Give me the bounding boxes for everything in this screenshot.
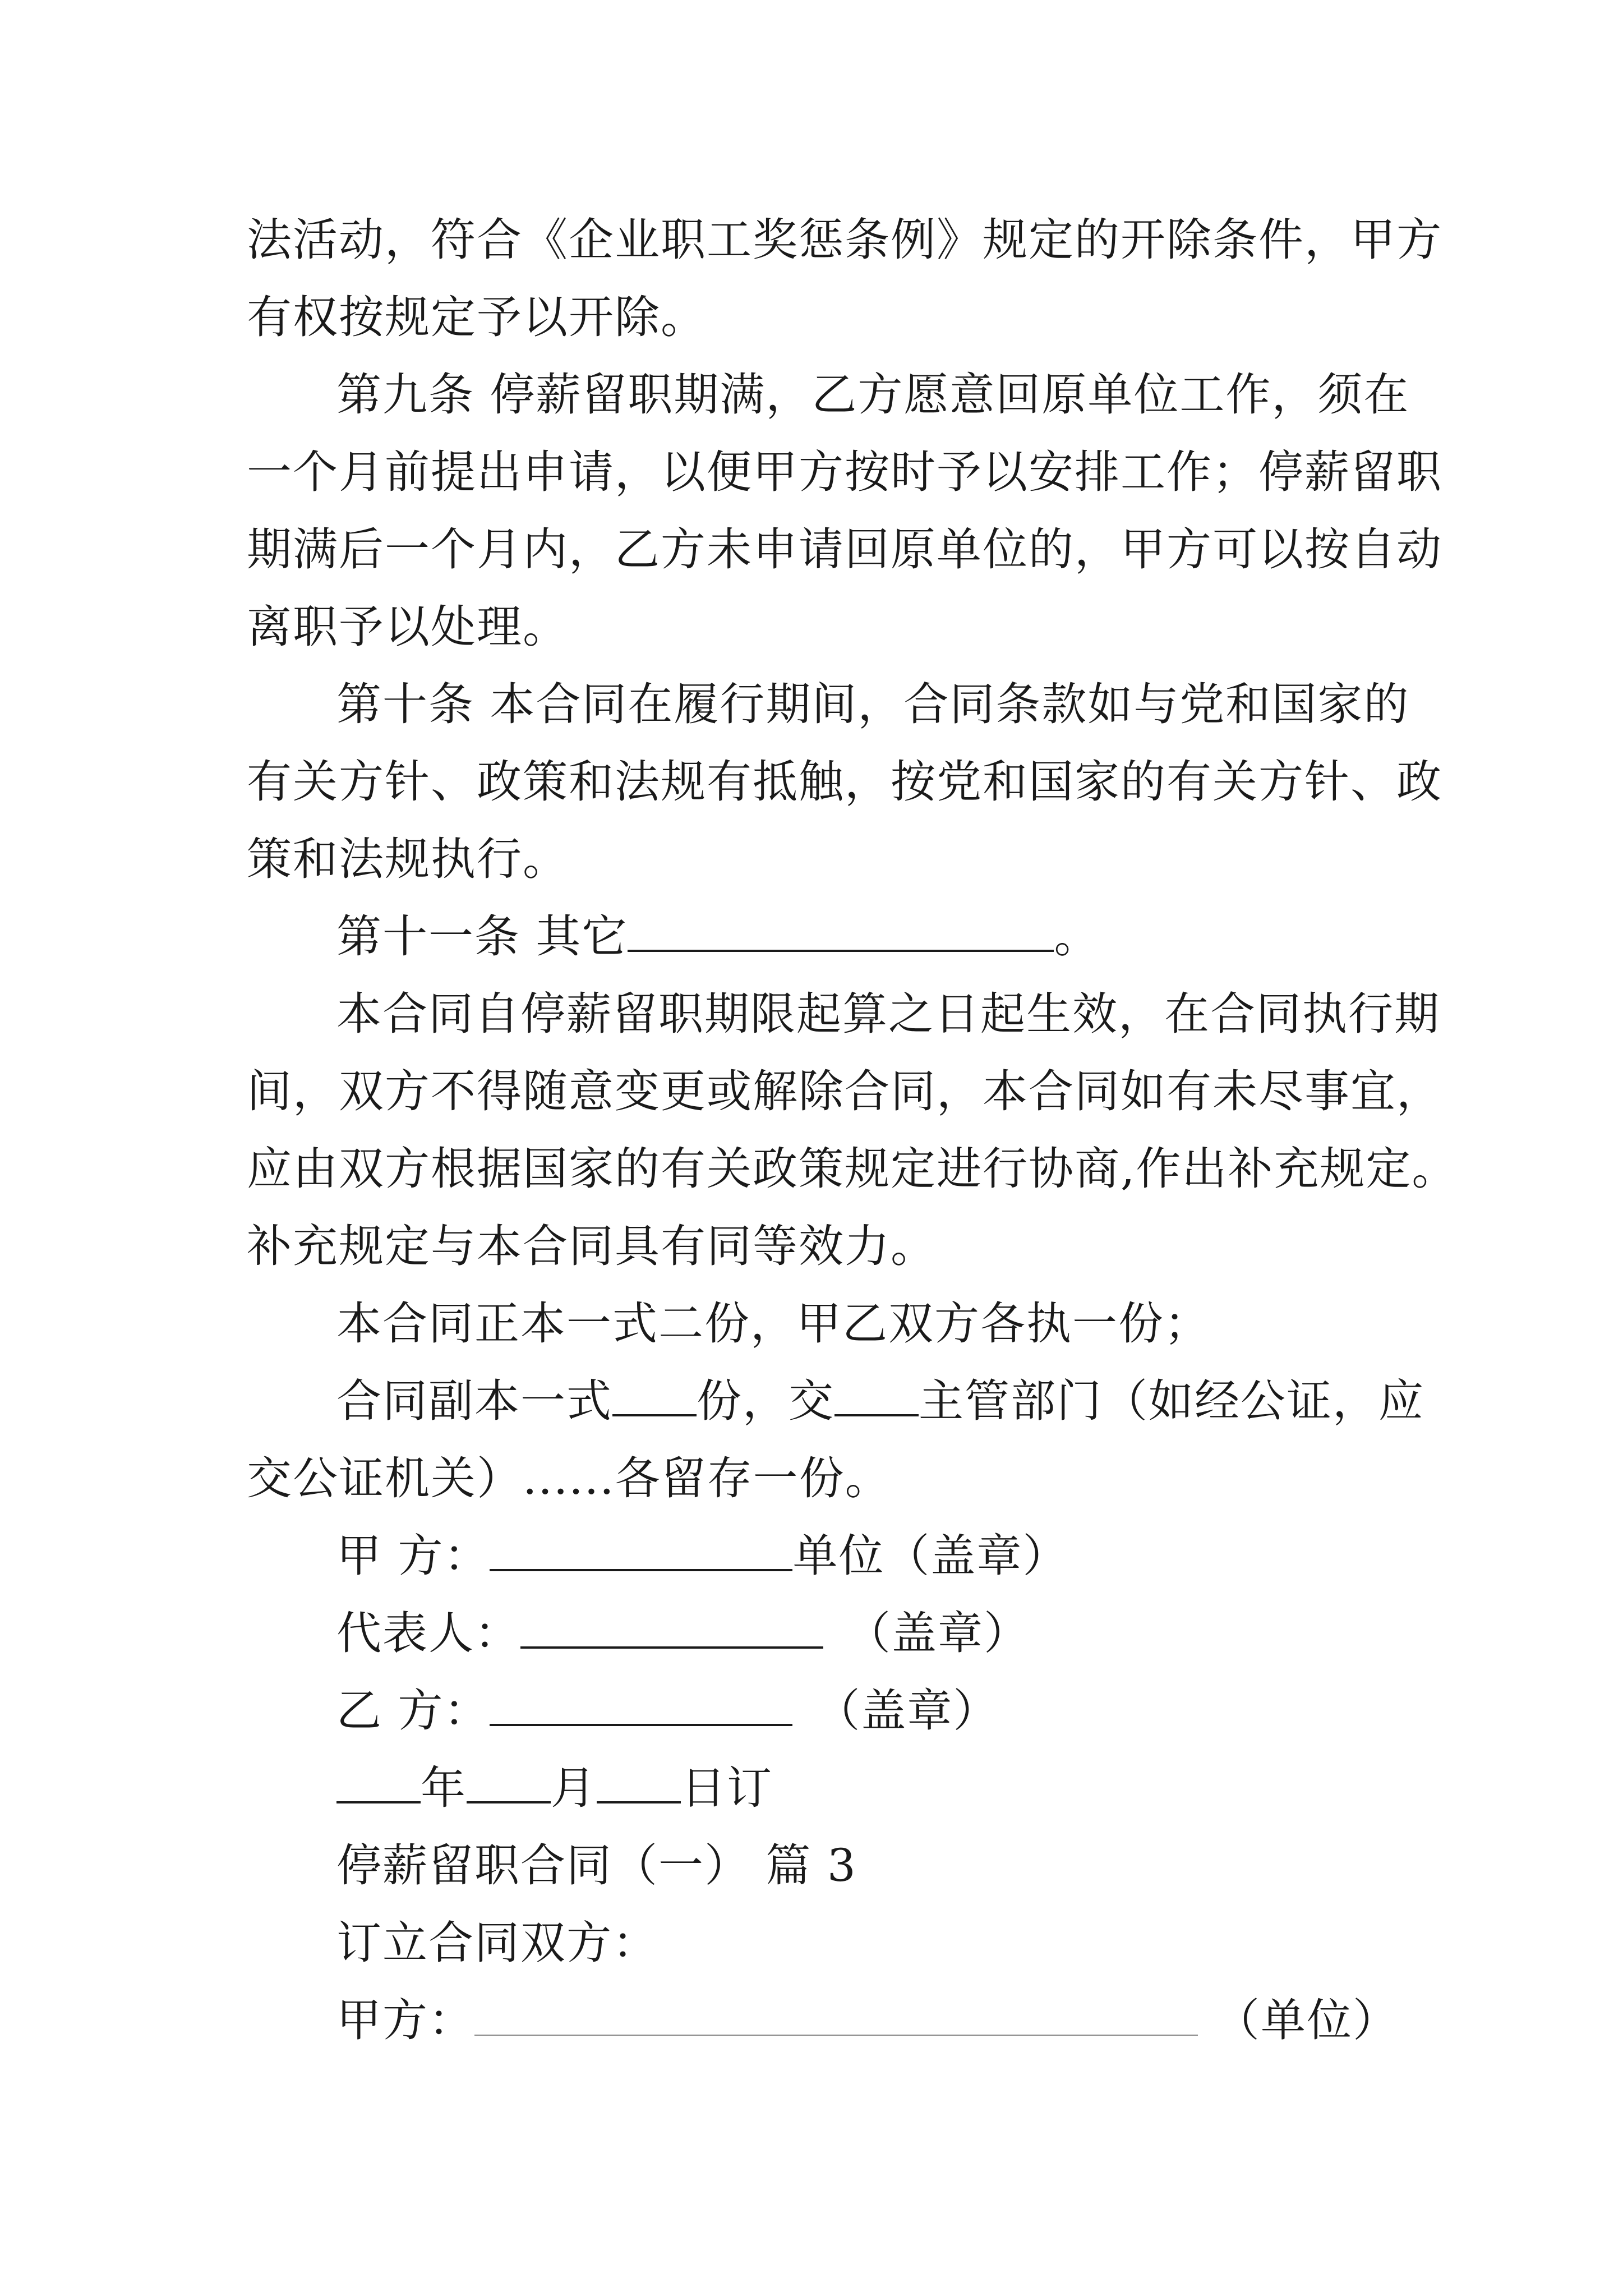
party-a-line bbox=[336, 1529, 1481, 1583]
paragraph-line: 法活动，符合《企业职工奖惩条例》规定的开除条件，甲方 bbox=[247, 214, 1442, 266]
copies-line bbox=[336, 1374, 1424, 1428]
copies-dept-blank bbox=[834, 1375, 919, 1416]
representative-suffix: （盖章） bbox=[846, 1607, 1030, 1659]
representative-blank bbox=[520, 1607, 823, 1649]
year-blank bbox=[336, 1762, 421, 1803]
paragraph-line: 一个月前提出申请，以便甲方按时予以安排工作；停薪留职 bbox=[247, 446, 1442, 498]
section-heading: 停薪留职合同（一） 篇 3 bbox=[336, 1839, 857, 1892]
party-a-suffix: 单位（盖章） bbox=[792, 1530, 1069, 1582]
paragraph-line: 有权按规定予以开除。 bbox=[247, 291, 707, 343]
section3-party-a-blank bbox=[474, 1995, 1198, 2036]
paragraph-line: 期满后一个月内，乙方未申请回原单位的，甲方可以按自动 bbox=[247, 523, 1442, 576]
article-11-blank bbox=[628, 910, 1054, 952]
party-b-blank bbox=[490, 1685, 792, 1726]
article-10-line: 第十条 本合同在履行期间，合同条款如与党和国家的 bbox=[336, 678, 1410, 730]
representative-line bbox=[336, 1607, 1481, 1660]
section3-party-a-label: 甲方： bbox=[336, 1994, 474, 2046]
party-b-line bbox=[336, 1684, 1481, 1738]
paragraph-line: 离职予以处理。 bbox=[247, 601, 569, 653]
date-line bbox=[336, 1761, 1481, 1815]
section3-party-a-line bbox=[336, 1994, 1481, 2047]
paragraph-line: 补充规定与本合同具有同等效力。 bbox=[247, 1220, 937, 1272]
article-11-line bbox=[336, 910, 1481, 964]
day-label: 日订 bbox=[681, 1762, 773, 1814]
section3-party-a-suffix: （单位） bbox=[1215, 1994, 1399, 2046]
party-b-label: 乙 方： bbox=[336, 1685, 490, 1737]
party-a-blank bbox=[490, 1530, 792, 1571]
representative-label: 代表人： bbox=[336, 1607, 520, 1659]
paragraph-line: 订立合同双方： bbox=[336, 1917, 658, 1969]
day-blank bbox=[597, 1762, 681, 1803]
copies-text-3: 主管部门（如经公证，应 bbox=[919, 1375, 1424, 1427]
copies-text-2: 份，交 bbox=[697, 1375, 834, 1427]
copies-count-blank bbox=[612, 1375, 697, 1416]
year-label: 年 bbox=[421, 1762, 467, 1814]
copies-text-1: 合同副本一式 bbox=[336, 1375, 612, 1427]
paragraph-line: 交公证机关）......各留存一份。 bbox=[247, 1452, 891, 1504]
article-11-end: 。 bbox=[1054, 910, 1100, 963]
paragraph-line: 本合同自停薪留职期限起算之日起生效，在合同执行期 bbox=[336, 988, 1440, 1040]
month-blank bbox=[467, 1762, 551, 1803]
article-11-label: 第十一条 其它 bbox=[336, 910, 628, 963]
paragraph-line: 间，双方不得随意变更或解除合同，本合同如有未尽事宜， bbox=[247, 1065, 1442, 1117]
paragraph-line: 有关方针、政策和法规有抵触，按党和国家的有关方针、政 bbox=[247, 756, 1442, 808]
party-a-label: 甲 方： bbox=[336, 1530, 490, 1582]
month-label: 月 bbox=[551, 1762, 597, 1814]
paragraph-line: 本合同正本一式二份，甲乙双方各执一份； bbox=[336, 1297, 1210, 1350]
article-9-line: 第九条 停薪留职期满，乙方愿意回原单位工作，须在 bbox=[336, 369, 1410, 421]
paragraph-line: 应由双方根据国家的有关政策规定进行协商,作出补充规定。 bbox=[247, 1143, 1458, 1195]
party-b-suffix: （盖章） bbox=[815, 1685, 999, 1737]
paragraph-line: 策和法规执行。 bbox=[247, 833, 569, 885]
